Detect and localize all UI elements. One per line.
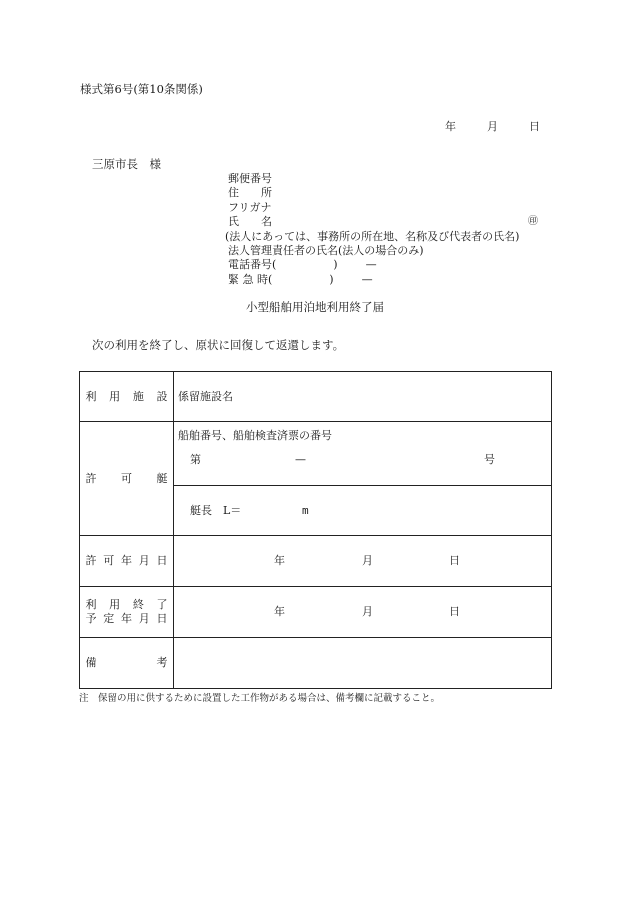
vessel-number-cell: [174, 422, 552, 486]
permit-date-cell: [174, 536, 552, 587]
end-date-values: [174, 605, 551, 619]
end-date-label-2: 予定年月日: [85, 612, 168, 625]
permit-date-label: 許可年月日: [85, 554, 168, 568]
date-year: 年: [445, 120, 456, 133]
end-year: 年: [274, 605, 285, 619]
facility-label-cell: [80, 372, 174, 422]
remarks-value-cell: [174, 638, 552, 689]
vessel-number-line: [178, 453, 551, 473]
end-date-label-1: 利用終了: [85, 598, 168, 612]
name-row: [228, 215, 538, 229]
end-date-label-cell: [80, 587, 174, 638]
remarks-row: [80, 638, 552, 689]
vessel-label-cell: [80, 422, 174, 536]
submission-date: [445, 120, 540, 134]
emergency-row: [228, 273, 519, 287]
address-label: 住 所: [228, 186, 272, 200]
phone-row: [228, 258, 519, 272]
facility-label: 利用施設: [85, 389, 168, 403]
vessel-number-prefix: 第: [190, 452, 201, 466]
corporate-manager-label: 法人管理責任者の氏名(法人の場合のみ): [228, 243, 424, 257]
document-title: 小型船舶用泊地利用終了届: [246, 300, 384, 314]
permit-month: 月: [362, 554, 373, 568]
applicant-block: [225, 172, 538, 287]
facility-row: [80, 372, 552, 422]
emergency-dash: —: [361, 272, 373, 286]
permit-date-values: [174, 554, 551, 568]
vessel-number-row: [80, 422, 552, 486]
vessel-number-dash: —: [295, 452, 306, 466]
permit-date-row: [80, 536, 552, 587]
phone-dash: —: [365, 258, 377, 272]
addressee: 三原市長 様: [92, 157, 161, 171]
emergency-close: ): [329, 272, 334, 286]
postal-code-label: 郵便番号: [228, 172, 272, 185]
end-date-cell: [174, 587, 552, 638]
end-date-row: [80, 587, 552, 638]
facility-value: 係留施設名: [178, 389, 233, 403]
date-month: 月: [487, 120, 498, 133]
vessel-length-label: 艇長 L＝: [190, 503, 242, 517]
remarks-label-cell: [80, 638, 174, 689]
footnote: 注 保留の用に供するために設置した工作物がある場合は、備考欄に記載すること。: [79, 693, 441, 704]
vessel-length-unit: m: [302, 503, 309, 517]
facility-value-cell: [174, 372, 552, 422]
seal-mark: ㊞: [528, 216, 538, 228]
phone-label: 電話番号(: [228, 258, 277, 272]
form-table: [79, 371, 552, 689]
furigana-label: フリガナ: [228, 200, 272, 214]
emergency-label: 緊 急 時(: [228, 272, 273, 286]
corporation-note: (法人にあっては、事務所の所在地、名称及び代表者の氏名): [225, 229, 520, 243]
form-number: 様式第6号(第10条関係): [80, 82, 203, 96]
statement: 次の利用を終了し、原状に回復して返還します。: [92, 338, 345, 352]
remarks-label: 備考: [85, 656, 168, 670]
name-label: 氏 名: [228, 215, 272, 229]
end-day: 日: [449, 605, 460, 619]
permit-date-label-cell: [80, 536, 174, 587]
phone-close: ): [333, 258, 338, 272]
permit-year: 年: [274, 554, 285, 568]
vessel-label: 許可艇: [85, 471, 168, 485]
date-day: 日: [529, 120, 540, 133]
vessel-number-label: 船舶番号、船舶検査済票の番号: [178, 429, 332, 442]
end-month: 月: [362, 605, 373, 619]
permit-day: 日: [449, 554, 460, 568]
vessel-length-cell: [174, 486, 552, 536]
vessel-number-suffix: 号: [484, 452, 495, 466]
